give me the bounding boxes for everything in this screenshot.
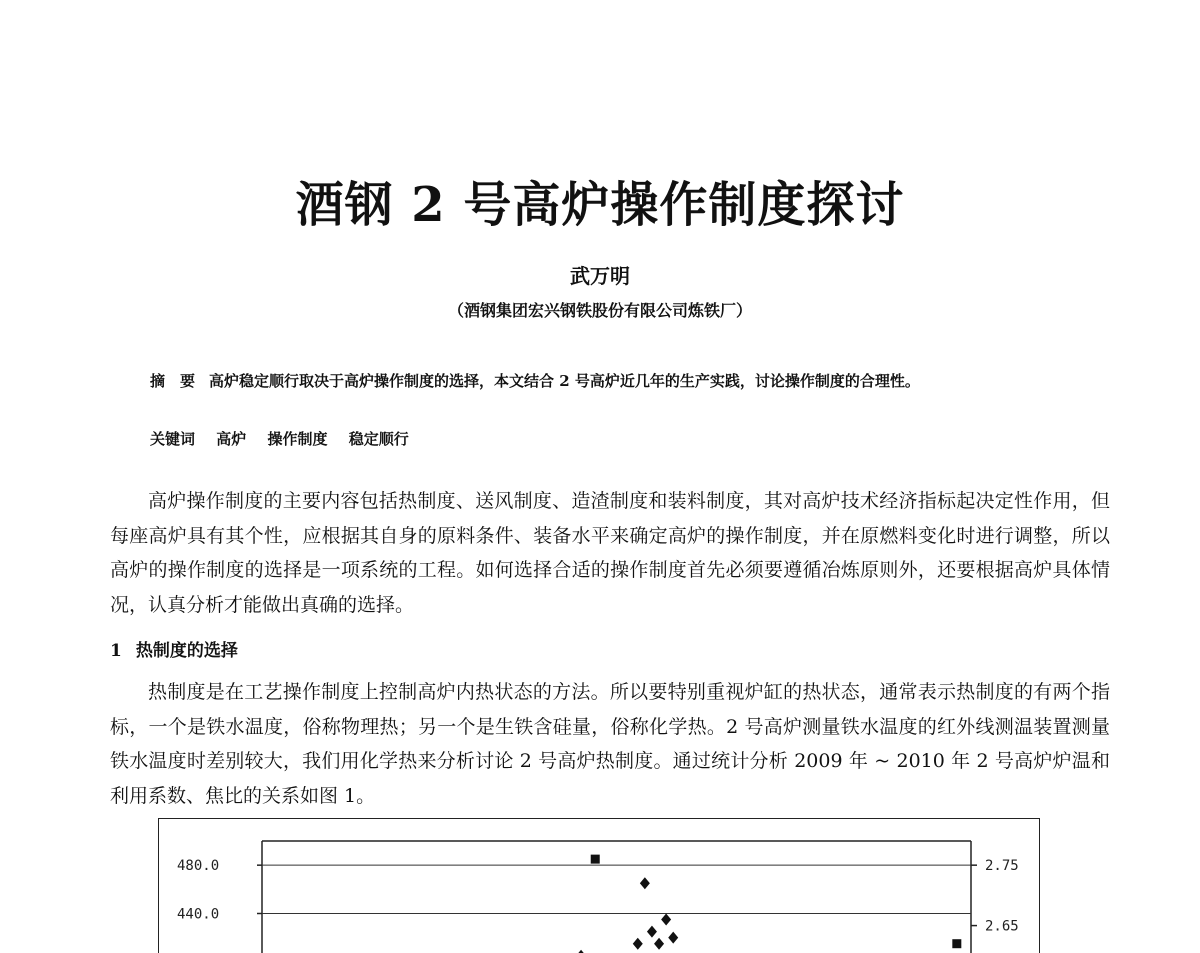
chart-canvas: [159, 819, 1039, 953]
author-affiliation: （酒钢集团宏兴钢铁股份有限公司炼铁厂）: [447, 301, 752, 320]
keywords-label: 关键词: [150, 430, 196, 448]
section-heading: [110, 636, 238, 661]
abstract-label: 摘 要: [150, 372, 196, 390]
data-point-diamond: [640, 877, 650, 889]
keyword-item: 稳定顺行: [348, 430, 409, 448]
data-point-diamond: [668, 932, 678, 944]
abstract-text: 高炉稳定顺行取决于高炉操作制度的选择，本文结合 2 号高炉近几年的生产实践，讨论操作制度的合理性。: [209, 372, 920, 390]
left-tick-label: 480.0: [177, 858, 220, 875]
author-name: 武万明: [570, 264, 630, 288]
data-point-diamond: [647, 926, 657, 938]
body-paragraph-1: 高炉操作制度的主要内容包括热制度、送风制度、造渣制度和装料制度，其对高炉技术经济指标起决定性作用，但每座高炉具有其个性，应根据其自身的原料条件、装备水平来确定高炉的操作制度，并在原燃料变化时进行调整，所以高炉的操作制度的选择是一项系统的工程。如何选择合适的操作制度首先必须要遵循冶炼原则外，还要根据高炉具体情况，认真分析才能做出真确的选择。: [110, 490, 1110, 616]
abstract: [150, 367, 1070, 395]
figure-1-chart: [158, 818, 1040, 953]
keyword-item: 高炉: [216, 430, 247, 448]
data-point-diamond: [633, 938, 643, 950]
keywords: [150, 427, 425, 451]
section-number: 1: [110, 641, 122, 661]
right-tick-label: 2.75: [985, 858, 1019, 875]
data-point-diamond: [661, 914, 671, 926]
right-tick-label: 2.65: [985, 918, 1019, 935]
section-title: 热制度的选择: [135, 641, 238, 661]
paper-title: 酒钢 2 号高炉操作制度探讨: [295, 177, 905, 233]
data-point-square: [952, 939, 961, 948]
body-paragraph-2: 热制度是在工艺操作制度上控制高炉内热状态的方法。所以要特别重视炉缸的热状态，通常表示热制度的有两个指标，一个是铁水温度，俗称物理热；另一个是生铁含硅量，俗称化学热。2 号高炉测量铁水温度的红外线测温装置测量铁水温度时差别较大，我们用化学热来分析讨论 2 号高炉热制度。通过统计分析 2009 年 ~ 2010 年 2 号高炉炉温和利用系数、焦比的关系如图 1。: [110, 681, 1110, 807]
left-tick-label: 440.0: [177, 906, 220, 923]
keyword-item: 操作制度: [267, 430, 328, 448]
data-point-diamond: [654, 938, 664, 950]
data-point-square: [591, 855, 600, 864]
